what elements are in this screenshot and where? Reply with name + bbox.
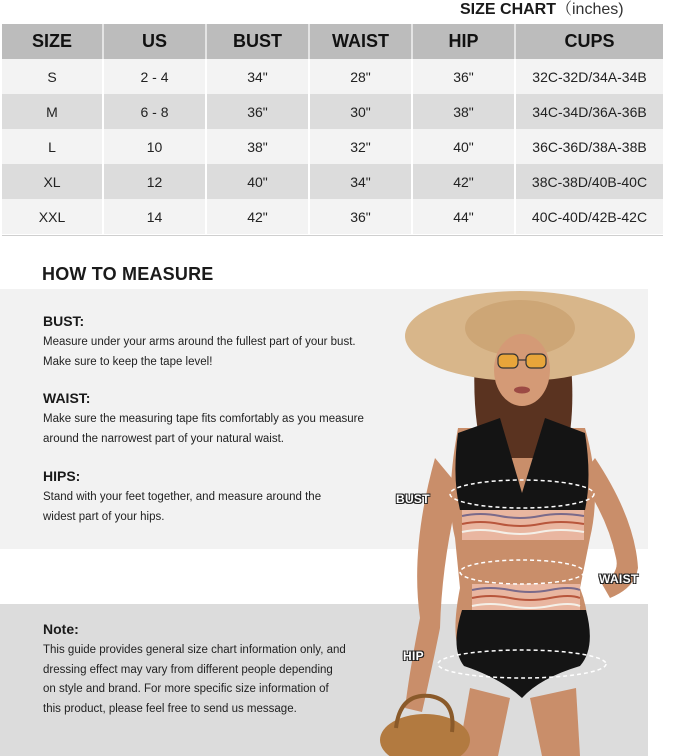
table-row [2,199,663,234]
table-cell: 40" [412,129,515,164]
table-cell: 34" [206,59,309,94]
table-cell: 30" [309,94,412,129]
table-cell: S [2,59,103,94]
waist-text-line: Make sure the measuring tape fits comfortably as you measure [43,413,364,425]
waist-text-line: around the narrowest part of your natural waist. [43,432,284,445]
hips-text-line: Stand with your feet together, and measure around the [43,491,322,503]
hips-heading: HIPS: [43,468,81,484]
table-cell: 34C-34D/36A-36B [515,94,663,129]
note-block [43,621,383,719]
table-cell: 36" [309,199,412,234]
table-cell: 40C-40D/42B-42C [515,199,663,234]
table-cell: 42" [412,164,515,199]
table-cell: 34" [309,164,412,199]
model-photo [380,288,650,756]
table-cell: 10 [103,129,206,164]
column-header-size: SIZE [2,24,103,59]
table-row [2,59,663,94]
column-header-hip: HIP [412,24,515,59]
table-cell: 32" [309,129,412,164]
waist-annotation: WAIST [599,572,639,586]
note-text-line: This guide provides general size chart information only, and [43,644,346,656]
table-cell: 6 - 8 [103,94,206,129]
size-chart-title-unit: （inches) [556,1,624,18]
table-cell: 2 - 4 [103,59,206,94]
table-cell: 36C-36D/38A-38B [515,129,663,164]
table-row [2,164,663,199]
table-cell: 38" [206,129,309,164]
column-header-bust: BUST [206,24,309,59]
table-cell: M [2,94,103,129]
table-cell: 28" [309,59,412,94]
table-row [2,129,663,164]
table-cell: 38C-38D/40B-40C [515,164,663,199]
waist-instructions [43,390,403,449]
bust-annotation: BUST [396,492,430,506]
bust-heading: BUST: [43,313,85,329]
note-text-line: on style and brand. For more specific size information of [43,683,329,695]
table-cell: 36" [412,59,515,94]
size-chart-title [460,0,624,22]
note-text-line: dressing effect may vary from different people depending [43,663,333,676]
table-bottom-divider [2,235,663,236]
note-heading: Note: [43,621,79,637]
column-header-cups: CUPS [515,24,663,59]
size-chart-table [2,24,663,234]
bust-text-line: Measure under your arms around the fullest part of your bust. [43,336,356,348]
table-cell: 38" [412,94,515,129]
hips-instructions [43,468,403,527]
bust-text-line: Make sure to keep the tape level! [43,355,213,368]
hip-annotation: HIP [403,649,424,663]
table-cell: 32C-32D/34A-34B [515,59,663,94]
how-to-measure-title: HOW TO MEASURE [42,264,214,284]
table-cell: 42" [206,199,309,234]
table-cell: XXL [2,199,103,234]
table-cell: 44" [412,199,515,234]
note-text-line: this product, please feel free to send us message. [43,702,297,715]
table-row [2,94,663,129]
waist-heading: WAIST: [43,390,91,406]
column-header-waist: WAIST [309,24,412,59]
table-cell: 40" [206,164,309,199]
table-cell: XL [2,164,103,199]
table-cell: 36" [206,94,309,129]
bust-instructions [43,313,403,372]
size-chart-title-bold: SIZE CHART [460,1,556,18]
table-cell: 14 [103,199,206,234]
table-header-row [2,24,663,59]
column-header-us: US [103,24,206,59]
table-cell: 12 [103,164,206,199]
table-cell: L [2,129,103,164]
hips-text-line: widest part of your hips. [43,510,165,523]
